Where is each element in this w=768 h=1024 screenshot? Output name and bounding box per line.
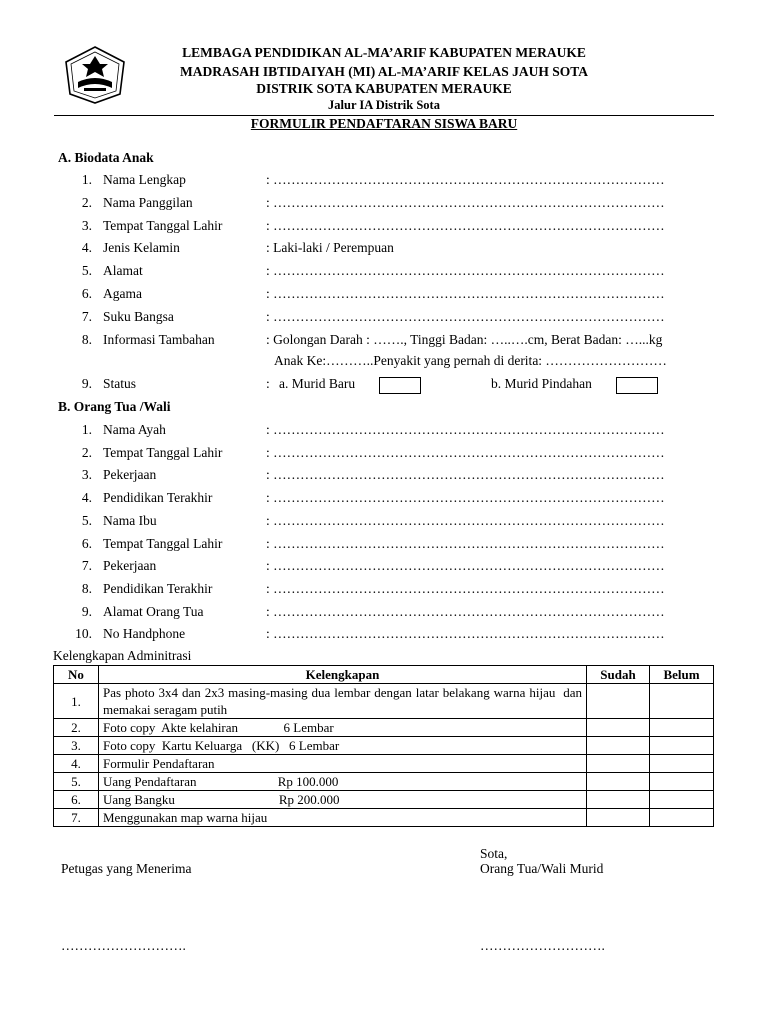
col-belum-header: Belum bbox=[650, 666, 714, 684]
row-label: Nama Ibu bbox=[103, 512, 157, 528]
form-row bbox=[0, 422, 768, 440]
officer-signature-title: Petugas yang Menerima bbox=[61, 861, 192, 876]
row-number: 4. bbox=[54, 755, 99, 773]
parent-signature-title: Orang Tua/Wali Murid bbox=[480, 861, 604, 876]
row-fill-field[interactable]: : …………………………………………………………………………… bbox=[266, 444, 665, 460]
status-row bbox=[0, 376, 768, 394]
requirement-item: Formulir Pendaftaran bbox=[99, 755, 587, 773]
row-number: 10. bbox=[75, 626, 92, 642]
row-fill-field[interactable]: : …………………………………………………………………………… bbox=[266, 467, 665, 483]
row-label: Tempat Tanggal Lahir bbox=[103, 535, 223, 551]
row-number: 6. bbox=[81, 535, 92, 551]
row-number: 7. bbox=[81, 308, 92, 324]
row-fill-field[interactable]: : …………………………………………………………………………… bbox=[266, 286, 665, 301]
row-fill-field[interactable]: : Laki-laki / Perempuan bbox=[266, 240, 394, 256]
row-label: Nama Lengkap bbox=[103, 172, 186, 187]
row-label: Pendidikan Terakhir bbox=[103, 490, 213, 506]
row-fill-field[interactable]: : …………………………………………………………………………… bbox=[266, 626, 665, 642]
table-row bbox=[54, 791, 714, 809]
row-label: Informasi Tambahan bbox=[103, 331, 215, 347]
form-row bbox=[0, 490, 768, 508]
row-label: Agama bbox=[103, 286, 142, 301]
row-label: Pekerjaan bbox=[103, 558, 157, 574]
row-label: Alamat Orang Tua bbox=[103, 603, 204, 619]
row-fill-field[interactable]: : Golongan Darah : ……., Tinggi Badan: …..….cm, Berat Badan: …...kg bbox=[266, 331, 663, 347]
status-option-new: a. Murid Baru bbox=[279, 376, 356, 391]
row-label: Suku Bangsa bbox=[103, 308, 174, 324]
sudah-checkbox-cell[interactable] bbox=[587, 755, 650, 773]
row-number: 9. bbox=[81, 376, 92, 391]
row-fill-field[interactable]: : …………………………………………………………………………… bbox=[266, 535, 665, 551]
table-row bbox=[54, 773, 714, 791]
status-transfer-checkbox[interactable] bbox=[616, 377, 658, 394]
sudah-checkbox-cell[interactable] bbox=[587, 791, 650, 809]
form-row bbox=[0, 195, 768, 213]
row-number: 2. bbox=[81, 194, 92, 210]
row-label: Tempat Tanggal Lahir bbox=[103, 217, 223, 233]
row-number: 5. bbox=[81, 263, 92, 279]
belum-checkbox-cell[interactable] bbox=[650, 719, 714, 737]
signature-place: Sota, bbox=[480, 846, 508, 861]
row-fill-field[interactable]: : …………………………………………………………………………… bbox=[266, 422, 665, 437]
sudah-checkbox-cell[interactable] bbox=[587, 737, 650, 755]
parent-signature-line: ………………………. bbox=[480, 938, 605, 953]
row-number: 5. bbox=[54, 773, 99, 791]
row-number: 9. bbox=[81, 603, 92, 619]
row-number: 1. bbox=[81, 422, 92, 437]
row-label: Jenis Kelamin bbox=[103, 240, 180, 256]
row-fill-field[interactable]: : …………………………………………………………………………… bbox=[266, 172, 665, 187]
status-new-checkbox[interactable] bbox=[379, 377, 421, 394]
row-fill-field[interactable]: : …………………………………………………………………………… bbox=[266, 580, 665, 596]
row-number: 3. bbox=[54, 737, 99, 755]
additional-info-line: Anak Ke:………..Penyakit yang pernah di derita: ……………………… bbox=[274, 353, 667, 368]
col-sudah-header: Sudah bbox=[587, 666, 650, 684]
belum-checkbox-cell[interactable] bbox=[650, 809, 714, 827]
row-fill-field[interactable]: : …………………………………………………………………………… bbox=[266, 217, 665, 233]
col-no-header: No bbox=[54, 666, 99, 684]
section-b-title: B. Orang Tua /Wali bbox=[58, 399, 171, 414]
school-name: MADRASAH IBTIDAIYAH (MI) AL-MA’ARIF KELAS JAUH SOTA bbox=[179, 64, 589, 79]
row-fill-field[interactable]: : …………………………………………………………………………… bbox=[266, 263, 665, 279]
form-row bbox=[0, 558, 768, 576]
requirement-item: Foto copy Kartu Keluarga (KK) 6 Lembar bbox=[99, 737, 587, 755]
form-row bbox=[0, 263, 768, 281]
sudah-checkbox-cell[interactable] bbox=[587, 719, 650, 737]
table-row bbox=[54, 684, 714, 719]
school-address: DISTRIK SOTA KABUPATEN MERAUKE bbox=[256, 81, 512, 96]
row-number: 3. bbox=[81, 217, 92, 233]
form-row bbox=[0, 172, 768, 190]
form-row bbox=[0, 467, 768, 485]
row-number: 1. bbox=[54, 684, 99, 719]
row-number: 5. bbox=[81, 512, 92, 528]
form-title: FORMULIR PENDAFTARAN SISWA BARU bbox=[250, 116, 518, 131]
section-a-title: A. Biodata Anak bbox=[58, 150, 154, 165]
belum-checkbox-cell[interactable] bbox=[650, 773, 714, 791]
requirement-item: Foto copy Akte kelahiran 6 Lembar bbox=[99, 719, 587, 737]
requirement-item: Uang Pendaftaran Rp 100.000 bbox=[99, 773, 587, 791]
row-number: 6. bbox=[81, 286, 92, 301]
table-row bbox=[54, 809, 714, 827]
row-fill-field[interactable]: : …………………………………………………………………………… bbox=[266, 194, 665, 210]
sudah-checkbox-cell[interactable] bbox=[587, 809, 650, 827]
row-number: 8. bbox=[81, 580, 92, 596]
form-row bbox=[0, 445, 768, 463]
row-number: 4. bbox=[81, 240, 92, 256]
requirement-item: Pas photo 3x4 dan 2x3 masing-masing dua lembar dengan latar belakang warna hijau dan memakai seragam putih bbox=[99, 684, 587, 719]
belum-checkbox-cell[interactable] bbox=[650, 737, 714, 755]
form-row bbox=[0, 218, 768, 236]
form-row bbox=[0, 309, 768, 327]
row-fill-field[interactable]: : …………………………………………………………………………… bbox=[266, 308, 665, 324]
requirement-item: Menggunakan map warna hijau bbox=[99, 809, 587, 827]
row-fill-field[interactable]: : …………………………………………………………………………… bbox=[266, 603, 665, 619]
row-fill-field[interactable]: : …………………………………………………………………………… bbox=[266, 490, 665, 506]
row-number: 1. bbox=[81, 172, 92, 187]
kelengkapan-title: Kelengkapan Adminitrasi bbox=[53, 648, 192, 663]
table-header-row bbox=[54, 666, 714, 684]
table-row bbox=[54, 719, 714, 737]
row-number: 7. bbox=[54, 809, 99, 827]
kelengkapan-table bbox=[53, 665, 714, 827]
col-item-header: Kelengkapan bbox=[99, 666, 587, 684]
row-label: Tempat Tanggal Lahir bbox=[103, 444, 223, 460]
row-number: 7. bbox=[81, 558, 92, 574]
status-colon: : bbox=[266, 376, 270, 391]
school-route: Jalur IA Distrik Sota bbox=[328, 98, 440, 112]
form-row bbox=[0, 240, 768, 258]
status-option-transfer: b. Murid Pindahan bbox=[491, 376, 592, 391]
belum-checkbox-cell[interactable] bbox=[650, 755, 714, 773]
form-row bbox=[0, 536, 768, 554]
requirement-item: Uang Bangku Rp 200.000 bbox=[99, 791, 587, 809]
row-label: Status bbox=[103, 376, 137, 391]
form-row bbox=[0, 581, 768, 599]
row-label: Pekerjaan bbox=[103, 467, 157, 483]
institution-name: LEMBAGA PENDIDIKAN AL-MA’ARIF KABUPATEN MERAUKE bbox=[182, 45, 586, 60]
row-label: Nama Ayah bbox=[103, 422, 166, 437]
row-label: Alamat bbox=[103, 263, 143, 279]
form-row bbox=[0, 626, 768, 644]
belum-checkbox-cell[interactable] bbox=[650, 684, 714, 719]
row-number: 6. bbox=[54, 791, 99, 809]
row-number: 4. bbox=[81, 490, 92, 506]
form-row bbox=[0, 604, 768, 622]
row-number: 3. bbox=[81, 467, 92, 483]
officer-signature-line: ………………………. bbox=[61, 938, 186, 953]
row-number: 2. bbox=[54, 719, 99, 737]
belum-checkbox-cell[interactable] bbox=[650, 791, 714, 809]
table-row bbox=[54, 755, 714, 773]
row-label: No Handphone bbox=[103, 626, 186, 642]
form-row bbox=[0, 332, 768, 350]
row-number: 2. bbox=[81, 444, 92, 460]
form-row bbox=[0, 286, 768, 304]
form-row bbox=[0, 513, 768, 531]
row-number: 8. bbox=[81, 331, 92, 347]
row-label: Nama Panggilan bbox=[103, 194, 193, 210]
sudah-checkbox-cell[interactable] bbox=[587, 773, 650, 791]
row-fill-field[interactable]: : …………………………………………………………………………… bbox=[266, 512, 665, 528]
sudah-checkbox-cell[interactable] bbox=[587, 684, 650, 719]
row-fill-field[interactable]: : …………………………………………………………………………… bbox=[266, 558, 665, 574]
row-label: Pendidikan Terakhir bbox=[103, 580, 213, 596]
table-row bbox=[54, 737, 714, 755]
